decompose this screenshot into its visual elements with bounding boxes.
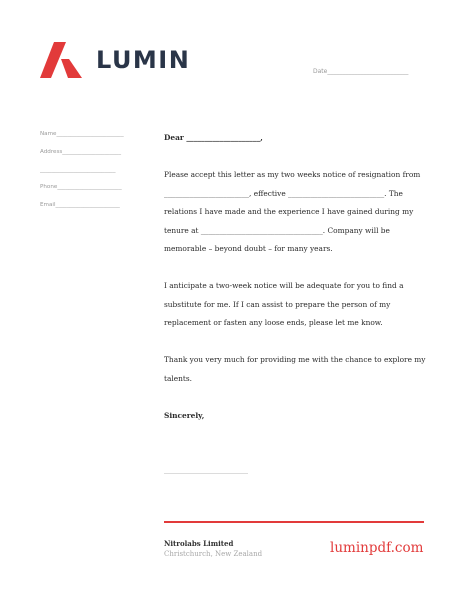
company-name: Nitrolabs Limited: [164, 539, 234, 548]
date-field: Date___________________________: [313, 68, 409, 75]
name-field: Name________________________: [40, 131, 124, 137]
closing: Sincerely,: [164, 410, 205, 420]
phone-field: Phone_______________________: [40, 184, 122, 191]
address-field: Address_____________________: [40, 148, 122, 155]
website-link[interactable]: luminpdf.com: [330, 540, 424, 556]
sender-info: [40, 131, 140, 220]
salutation: Dear ____________________,: [164, 133, 263, 142]
lumin-logo-icon: [40, 42, 82, 78]
address-line-2-field: ___________________________: [40, 166, 116, 173]
paragraph-thanks: Thank you very much for providing me with the chance to explore my talents.: [164, 355, 426, 383]
brand-name: LUMIN: [96, 46, 191, 74]
letter-body: [164, 129, 426, 480]
signature-line: ________________________: [164, 466, 248, 474]
paragraph-resignation: Please accept this letter as my two weeks notice of resignation from _______________________, effective __________________________. The relations I have made and the experience I have gained during my tenure at _________________________________. Company will be memorable – beyond doubt – for many years.: [164, 170, 421, 253]
email-field: Email_______________________: [40, 202, 120, 209]
lumin-logo: [40, 42, 190, 78]
footer-divider: [164, 521, 424, 523]
paragraph-notice: I anticipate a two-week notice will be adequate for you to find a substitute for me. If I can assist to prepare the person of my replacement or fasten any loose ends, please let me know.: [164, 281, 404, 327]
company-location: Christchurch, New Zealand: [164, 550, 263, 558]
